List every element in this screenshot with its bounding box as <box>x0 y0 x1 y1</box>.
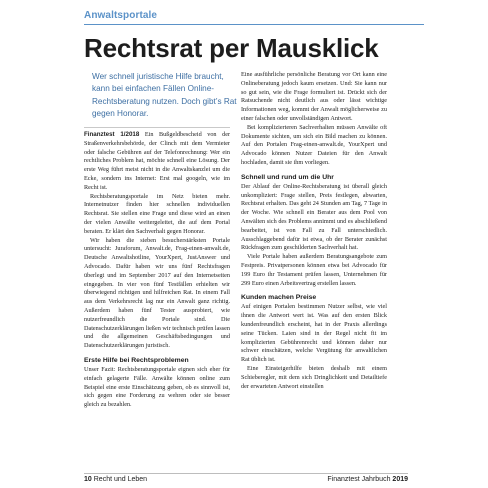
paragraph: Der Ablauf der Online-Rechtsberatung ist überall gleich unkompliziert: Frage stellen, Preis festlegen, abwarten, Rechtsrat erhalten. Das geht 24 Stunden am Tag, 7 Tage in der Woche. Wie schnell ein Berater aus dem Pool von Anwälten sich des Problems annimmt und es abschließend bearbeitet, ist von Fall zu Fall unterschiedlich. Ausschlaggebend dafür ist etwa, ob der Berater zunächst Rückfragen zum geschilderten Sachverhalt hat. <box>241 182 387 252</box>
source-leadin: Finanztest 1/2018 <box>84 131 140 138</box>
column-divider <box>84 127 230 128</box>
paragraph: Eine Einsteigerhilfe bieten deshalb mit einem Schieberegler, mit dem sich Dringlichkeit und Detailtiefe der erwarteten Antwort einstellen <box>241 364 387 390</box>
left-column <box>84 131 230 410</box>
section-rule <box>84 24 424 25</box>
footer-left <box>84 476 147 483</box>
subheading: Erste Hilfe bei Rechtsproblemen <box>84 356 189 364</box>
publication-year: 2019 <box>392 476 408 483</box>
footer-section: Recht und Leben <box>93 476 148 483</box>
footer-rule <box>84 473 408 474</box>
paragraph-text: Ein Bußgeldbescheid von der Straßenverkehrsbehörde, der Clinch mit dem Vermieter oder falsche Gebühren auf der Telefonrechnung: Wer ein rechtliches Problem hat, möchte schnell eine Lösung. Der erste Weg führt meist nicht in die Anwaltskanzlei um die Ecke, sondern ins Internet: Erst mal googeln, wie im Recht ist. <box>84 131 231 191</box>
headline: Rechtsrat per Mausklick <box>84 33 379 63</box>
lead-paragraph: Wer schnell juristische Hilfe braucht, kann bei einfachen Fällen Online-Rechtsberatung nutzen. Doch gibt’s Rat gegen Honorar. <box>92 72 237 119</box>
section-tag: Anwaltsportale <box>84 10 158 21</box>
paragraph: Bei komplizierteren Sachverhalten müssen Anwälte oft Dokumente sichten, um sich ein Bild machen zu können. Auf den Portalen Frag-einen-anwalt.de, YourXpert und Advocado können Nutzer Dateien für den Anwalt hochladen, damit sie ihm vorliegen. <box>241 123 387 166</box>
paragraph: Auf einigen Portalen bestimmen Nutzer selbst, wie viel ihnen die Antwort wert ist. Was auf den ersten Blick kundenfreundlich erscheint, hat in der Praxis allerdings seine Tücken. Laien sind in der Regel nicht fit im komplizierten Gebührenrecht und können daher nur schwer einschätzen, welche Vergütung für anwaltlichen Rat üblich ist. <box>241 303 387 364</box>
right-column <box>241 71 387 391</box>
footer-right <box>327 476 408 483</box>
paragraph: Eine ausführliche persönliche Beratung vor Ort kann eine Onlineberatung jedoch kaum ersetzen. Und: Sie kann nur so gut sein, wie die Frage formuliert ist. Drückt sich der Ratsuchende nicht deutlich aus oder lässt wichtige Informationen weg, kommt der Anwalt möglicherweise zu einer falschen oder unvollständigen Antwort. <box>241 71 387 122</box>
page-number: 10 <box>84 476 92 483</box>
paragraph: Viele Portale haben außerdem Beratungsangebote zum Festpreis. Privatpersonen können etwa bei Advocado für 199 Euro ihr Testament prüfen lassen, Unternehmen für 299 Euro einen Arbeitsvertrag erstellen lassen. <box>241 253 387 287</box>
publication-name: Finanztest Jahrbuch <box>327 476 391 483</box>
paragraph <box>84 131 230 193</box>
paragraph: Rechtsberatungsportale im Netz bieten mehr. Internetnutzer finden hier schnellen individuellen Rechtsrat. Sie stellen eine Frage und diese wird an einen der vielen Anwälte weitergeleitet, die auf dem Portal beraten. Er klärt den Sachverhalt gegen Honorar. <box>84 192 230 235</box>
paragraph: Wir haben die sieben besucherstärksten Portale untersucht: Juraforum, Anwalt.de, Frag-einen-anwalt.de, Deutsche Anwaltshotline, YourXpert, JustAnswer und Advocado. Dafür haben wir uns fünf Rechtsfragen überlegt und im September 2017 auf den Internetseiten eingegeben. In vier von fünf Testfällen erhielten wir überwiegend richtigen und hilfreichen Rat. In einem Fall aus dem Verkehrsrecht lag nur ein Anwalt ganz richtig. Außerdem haben fünf Tester ausprobiert, wie nutzerfreundlich die Portale sind. Die Datenschutzerklärungen ließen wir technisch prüfen lassen und die allgemeinen Geschäftsbedingungen und Datenschutzerklärungen juristisch. <box>84 236 230 350</box>
subheading: Schnell und rund um die Uhr <box>241 173 334 181</box>
subheading: Kunden machen Preise <box>241 294 317 302</box>
paragraph: Unser Fazit: Rechtsberatungsportale eignen sich eher für einfach gelagerte Fälle. Anwälte können online zum Beispiel eine erste Einschätzung geben, ob es sinnvoll ist, sich gegen eine Forderung zu wehren oder sie besser gleich zu bezahlen. <box>84 365 230 409</box>
